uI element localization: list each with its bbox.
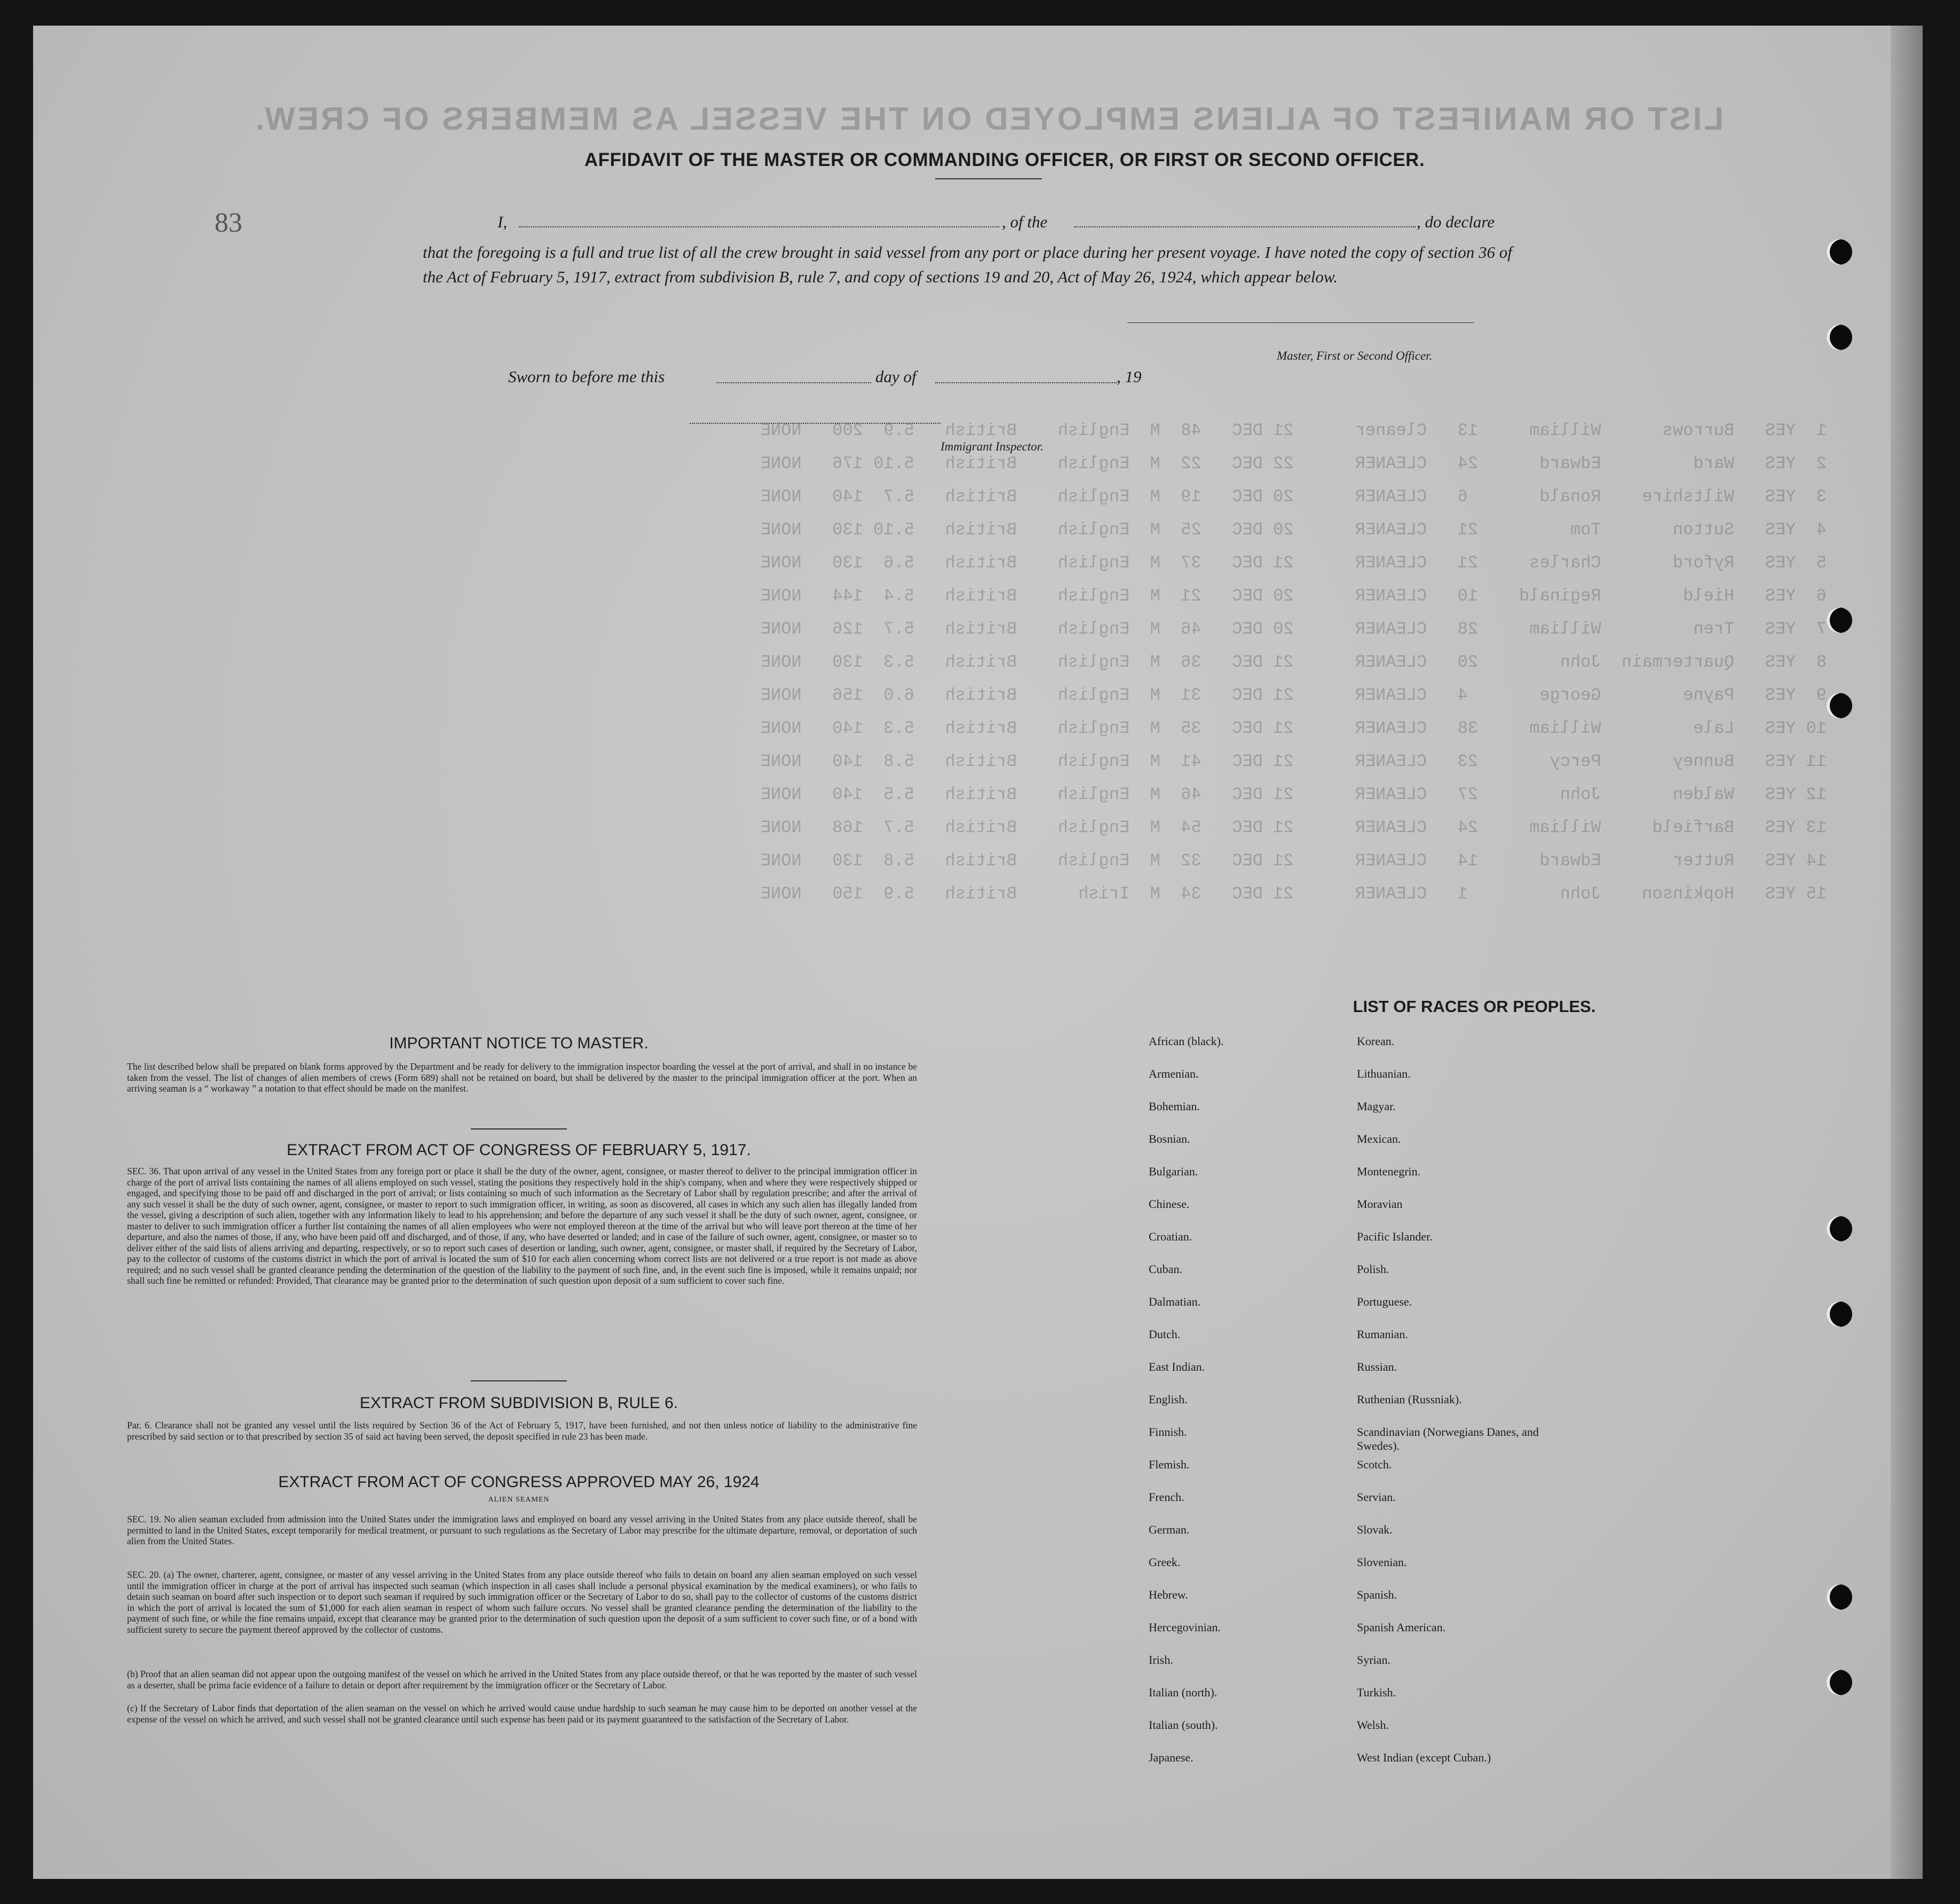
races-title: LIST OF RACES OR PEOPLES. bbox=[1353, 997, 1596, 1016]
race-item: Portuguese. bbox=[1357, 1295, 1412, 1308]
race-item: Hercegovinian. bbox=[1149, 1621, 1221, 1634]
race-item: Servian. bbox=[1357, 1490, 1396, 1504]
race-item: Irish. bbox=[1149, 1653, 1173, 1666]
race-item: Dutch. bbox=[1149, 1328, 1181, 1341]
race-item: Japanese. bbox=[1149, 1751, 1194, 1764]
bleed-through-row: 6 YES Hield Reginald 10 CLEANER 20 DEC 21 M English British 5.4 144 NONE bbox=[760, 586, 1827, 606]
punch-hole bbox=[1827, 325, 1852, 350]
bleed-through-row: 14 YES Rutter Edward 14 CLEANER 21 DEC 32 M English British 5.8 130 NONE bbox=[760, 851, 1827, 871]
race-item: Korean. bbox=[1357, 1034, 1395, 1048]
race-item: Montenegrin. bbox=[1357, 1165, 1421, 1178]
extract-1924-title: EXTRACT FROM ACT OF CONGRESS APPROVED MAY 26, 1924 bbox=[278, 1473, 760, 1491]
punch-hole bbox=[1827, 693, 1852, 718]
race-item: Greek. bbox=[1149, 1555, 1181, 1569]
notice-title: IMPORTANT NOTICE TO MASTER. bbox=[389, 1034, 649, 1052]
name-blank bbox=[519, 226, 999, 227]
race-item: Dalmatian. bbox=[1149, 1295, 1201, 1308]
race-item: Turkish. bbox=[1357, 1686, 1396, 1699]
title-rule bbox=[935, 178, 1042, 179]
vessel-blank bbox=[1074, 226, 1416, 227]
race-item: Moravian bbox=[1357, 1197, 1403, 1211]
subdivision-b-text: Par. 6. Clearance shall not be granted any vessel until the lists required by Section 36 of the Act of February 5, 1917, have been furnished, and not then unless notice of liability to the administrative fine prescribed by said section or to that prescribed by section 35 of said act having been served, the deposit specified in rule 23 has been made. bbox=[127, 1420, 917, 1442]
bleed-through-row: 11 YES Bunney Percy 23 CLEANER 21 DEC 41 M English British 5.8 140 NONE bbox=[760, 752, 1827, 771]
bleed-through-row: 15 YES Hopkinson John 1 CLEANER 21 DEC 34 M Irish British 5.9 150 NONE bbox=[760, 884, 1827, 904]
punch-hole bbox=[1827, 1216, 1852, 1242]
sec20a-text: SEC. 20. (a) The owner, charterer, agent, consignee, or master of any vessel arriving in the United States from any place outside thereof who fails to detain on board any alien seaman employed on such vessel until the immigration officer in charge at the port of arrival has inspected such seaman (which inspection in all cases shall include a personal physical examination by the medical examiners), or who fails to detain such seaman on board after such inspection or to deport such seaman if required by such immigration officer or the Secretary of Labor to do so, shall pay to the collector of customs of the customs district in which the port of arrival is located the sum of $1,000 for each alien seaman in respect of whom such failure occurs. No vessel shall be granted clearance pending the determination of the liability to the payment of such fine, or while the fine remains unpaid, except that clearance may be granted prior to the determination of such question upon the deposit of a sum sufficient to cover such fine, or of a bond with sufficient surety to secure the payment thereof approved by the collector of customs. bbox=[127, 1569, 917, 1635]
race-item: Hebrew. bbox=[1149, 1588, 1188, 1601]
margin-note: 83 bbox=[215, 208, 242, 238]
race-item: Lithuanian. bbox=[1357, 1067, 1411, 1080]
bleed-through-row: 2 YES Ward Edward 24 CLEANER 22 DEC 22 M English British 5.10 176 NONE bbox=[760, 454, 1827, 473]
notice-text: The list described below shall be prepared on blank forms approved by the Department and be ready for delivery to the immigration inspector boarding the vessel at the port of arrival, and shall in no instance be taken from the vessel. The list of changes of alien members of crews (Form 689) shall not be retained on board, but shall be delivered by the master to the principal immigration officer at the port. When an arriving seaman is a “ workaway ” a notation to that effect should be made on the manifest. bbox=[127, 1061, 917, 1094]
race-item: Polish. bbox=[1357, 1262, 1389, 1276]
race-item: Flemish. bbox=[1149, 1458, 1190, 1471]
race-item: Bosnian. bbox=[1149, 1132, 1190, 1145]
bleed-through-row: 8 YES Quartermain John 20 CLEANER 21 DEC 36 M English British 5.3 130 NONE bbox=[760, 652, 1827, 672]
affidavit-of-the: , of the bbox=[1002, 212, 1048, 231]
race-item: Armenian. bbox=[1149, 1067, 1199, 1080]
race-item: Italian (north). bbox=[1149, 1686, 1218, 1699]
affidavit-title: AFFIDAVIT OF THE MASTER OR COMMANDING OFFICER, OR FIRST OR SECOND OFFICER. bbox=[584, 149, 1425, 170]
race-item: Slovenian. bbox=[1357, 1555, 1407, 1569]
race-item: German. bbox=[1149, 1523, 1190, 1536]
sec19-text: SEC. 19. No alien seaman excluded from admission into the United States under the immigration laws and employed on board any vessel arriving in the United States from any place outside thereof, shall be permitted to land in the United States, except temporarily for medical treatment, or pursuant to such regulations as the Secretary of Labor may prescribe for the ultimate departure, removal, or deportation of such alien from the United States. bbox=[127, 1514, 917, 1546]
bleed-through-title: LIST OR MANIFEST OF ALIENS EMPLOYED ON THE VESSEL AS MEMBERS OF CREW. bbox=[254, 101, 1724, 137]
bleed-through-row: 5 YES Ryford Charles 21 CLEANER 21 DEC 37 M English British 5.6 130 NONE bbox=[760, 553, 1827, 573]
extract-1917-title: EXTRACT FROM ACT OF CONGRESS OF FEBRUARY 5, 1917. bbox=[287, 1141, 751, 1159]
race-item: Cuban. bbox=[1149, 1262, 1182, 1276]
race-item: African (black). bbox=[1149, 1034, 1224, 1048]
race-item: English. bbox=[1149, 1393, 1188, 1406]
sec20c-text: (c) If the Secretary of Labor finds that deportation of the alien seaman on the vessel on which he arrived would cause undue hardship to such seaman he may cause him to be deported on another vessel at the expense of the vessel on which he arrived, and such vessel shall not be granted clearance until such expense has been paid or its payment guaranteed to the satisfaction of the Secretary of Labor. bbox=[127, 1703, 917, 1725]
sworn-year: , 19 bbox=[1117, 367, 1142, 386]
bleed-through-row: 13 YES Barfield William 24 CLEANER 21 DEC 54 M English British 5.7 168 NONE bbox=[760, 818, 1827, 838]
race-item: French. bbox=[1149, 1490, 1184, 1504]
race-item: Magyar. bbox=[1357, 1100, 1396, 1113]
race-item: Syrian. bbox=[1357, 1653, 1390, 1666]
bleed-through-row: 7 YES Tren William 28 CLEANER 20 DEC 46 M English British 5.7 126 NONE bbox=[760, 619, 1827, 639]
sworn-prefix: Sworn to before me this bbox=[508, 367, 665, 386]
bleed-through-row: 10 YES Lale William 38 CLEANER 21 DEC 35 M English British 5.3 140 NONE bbox=[760, 718, 1827, 738]
section-rule bbox=[471, 1380, 567, 1381]
punch-hole bbox=[1827, 607, 1852, 633]
punch-hole bbox=[1827, 239, 1852, 265]
race-item: Finnish. bbox=[1149, 1425, 1187, 1439]
affidavit-declare: , do declare bbox=[1417, 212, 1495, 231]
sworn-day-of: day of bbox=[875, 367, 916, 386]
race-item: Croatian. bbox=[1149, 1230, 1192, 1243]
subdivision-b-title: EXTRACT FROM SUBDIVISION B, RULE 6. bbox=[359, 1394, 678, 1412]
bleed-through-row: 3 YES Wiltshire Ronald 6 CLEANER 20 DEC 19 M English British 5.7 140 NONE bbox=[760, 487, 1827, 507]
punch-hole bbox=[1827, 1670, 1852, 1695]
race-item: Ruthenian (Russniak). bbox=[1357, 1393, 1462, 1406]
race-item: Spanish. bbox=[1357, 1588, 1397, 1601]
punch-hole bbox=[1827, 1301, 1852, 1327]
extract-1924-subtitle: ALIEN SEAMEN bbox=[488, 1496, 550, 1504]
race-item: Welsh. bbox=[1357, 1718, 1389, 1732]
race-item: Bohemian. bbox=[1149, 1100, 1200, 1113]
race-item: Russian. bbox=[1357, 1360, 1397, 1373]
affidavit-i: I, bbox=[497, 212, 508, 231]
race-item: Italian (south). bbox=[1149, 1718, 1218, 1732]
master-signature-line bbox=[1127, 322, 1474, 323]
master-label: Master, First or Second Officer. bbox=[1277, 349, 1433, 362]
inspector-label: Immigrant Inspector. bbox=[941, 440, 1044, 453]
inspector-signature-line bbox=[690, 423, 941, 424]
race-item: Bulgarian. bbox=[1149, 1165, 1198, 1178]
race-item: Scandinavian (Norwegians Danes, and Swedes). bbox=[1357, 1425, 1539, 1452]
race-item: Spanish American. bbox=[1357, 1621, 1446, 1634]
race-item: Slovak. bbox=[1357, 1523, 1393, 1536]
sworn-month-blank bbox=[935, 382, 1117, 383]
race-item: Mexican. bbox=[1357, 1132, 1401, 1145]
race-item: Scotch. bbox=[1357, 1458, 1392, 1471]
sec20b-text: (b) Proof that an alien seaman did not appear upon the outgoing manifest of the vessel on which he arrived in the United States from any place outside thereof, or that he was reported by the master of such vessel as a deserter, shall be prima facie evidence of a failure to detain or deport after requirement by the immigration officer or the Secretary of Labor. bbox=[127, 1669, 917, 1690]
page-edge bbox=[1891, 26, 1923, 1879]
bleed-through-row: 1 YES Burrows William 13 Cleaner 21 DEC 48 M English British 5.9 200 NONE bbox=[760, 421, 1827, 440]
race-item: Chinese. bbox=[1149, 1197, 1190, 1211]
race-item: Rumanian. bbox=[1357, 1328, 1408, 1341]
punch-hole bbox=[1827, 1584, 1852, 1610]
section-rule bbox=[471, 1128, 567, 1129]
bleed-through-row: 12 YES Walden John 27 CLEANER 21 DEC 46 M English British 5.5 140 NONE bbox=[760, 785, 1827, 804]
bleed-through-row: 4 YES Sutton Tom 21 CLEANER 20 DEC 25 M English British 5.10 130 NONE bbox=[760, 520, 1827, 540]
race-item: Pacific Islander. bbox=[1357, 1230, 1433, 1243]
race-item: East Indian. bbox=[1149, 1360, 1205, 1373]
manifest-page bbox=[33, 26, 1923, 1879]
bleed-through-row: 9 YES Payne George 4 CLEANER 21 DEC 31 M English British 6.0 156 NONE bbox=[760, 685, 1827, 705]
sworn-day-blank bbox=[716, 382, 871, 383]
race-item: West Indian (except Cuban.) bbox=[1357, 1751, 1491, 1764]
extract-1917-text: SEC. 36. That upon arrival of any vessel in the United States from any foreign port or place it shall be the duty of the owner, agent, consignee, or master thereof to deliver to the principal immigration officer in charge of the port of arrival lists containing the names of all aliens employed on such vessel, stating the positions they respectively hold in the ship's company, when and where they were respectively shipped or engaged, and specifying those to be paid off and discharged in the port of arrival; or lists containing so much of such information as the Secretary of Labor shall by regulation prescribe; and after the arrival of any such vessel it shall be the duty of such owner, agent, consignee, or master to report to such immigration officer, in writing, as soon as discovered, all cases in which any such alien has illegally landed from the vessel, giving a description of such alien, together with any information likely to lead to his apprehension; and before the departure of any such vessel it shall be the duty of such owner, agent, consignee, or master to deliver to such immigration officer a further list containing the names of all alien employees who were not employed thereon at the time of the arrival but who will leave port thereon at the time of her departure, and also the names of those, if any, who have been paid off and discharged, and of those, if any, who have deserted or landed; and in case of the failure of such owner, agent, consignee, or master so to deliver either of the said lists of aliens arriving and departing, respectively, or so to report such cases of desertion or landing, such owner, agent, consignee, or master shall, if required by the Secretary of Labor, pay to the collector of customs of the customs district in which the port of arrival is located the sum of $10 for each alien concerning whom correct lists are not delivered or a true report is not made as above required; and no such vessel shall be granted clearance pending the determination of the question of the liability to the payment of such fine, and, in the event such fine is imposed, while it remains unpaid; nor shall such fine be remitted or refunded: Provided, That clearance may be granted prior to the determination of such question upon deposit of a sum sufficient to cover such fine. bbox=[127, 1166, 917, 1286]
affidavit-statement: that the foregoing is a full and true list of all the crew brought in said vessel from any port or place during her present voyage. I have noted the copy of section 36 of the Act of February 5, 1917, extract from subdivision B, rule 7, and copy of sections 19 and 20, Act of May 26, 1924, which appear below. bbox=[423, 243, 1512, 286]
